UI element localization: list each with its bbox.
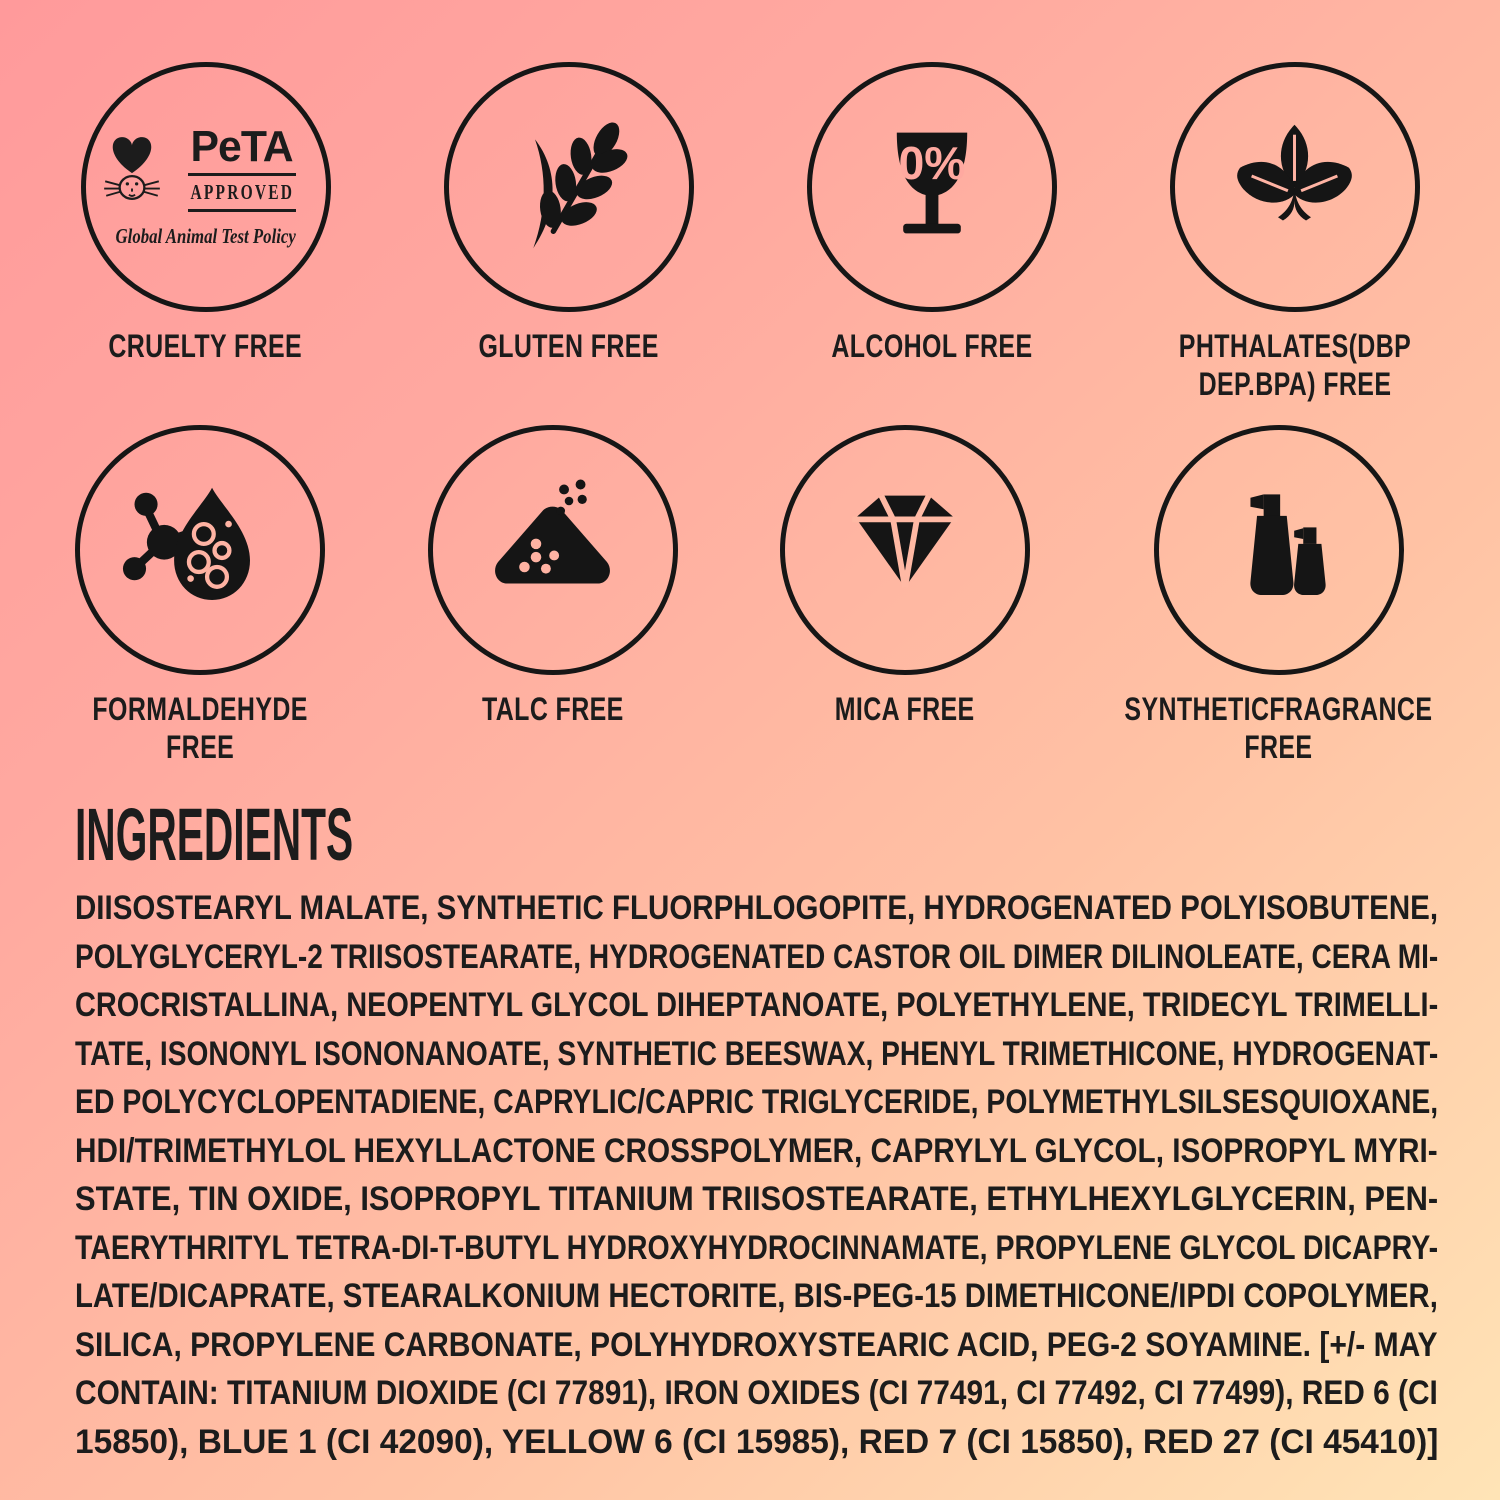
badge-label: SYNTHETICFRAGRANCE FREE (1124, 691, 1433, 765)
badge-circle (75, 425, 325, 675)
peta-approved-text: APPROVED (190, 180, 294, 204)
peta-rule (188, 173, 296, 176)
molecule-droplet-icon (118, 468, 283, 633)
ingredients-text (75, 884, 1440, 1466)
svg-text:0%: 0% (897, 137, 966, 189)
badge-label: PHTHALATES(DBP DEP.BPA) FREE (1178, 328, 1411, 402)
badge-label: ALCOHOL FREE (830, 328, 1033, 364)
ingredients-line: SILICA, PROPYLENE CARBONATE, POLYHYDROXYSTEARIC ACID, PEG-2 SOYAMINE. [+/- MAY (75, 1325, 1438, 1364)
badge-circle (1154, 425, 1404, 675)
peta-rule (188, 209, 296, 212)
badge-circle (1170, 62, 1420, 312)
badge-label: MICA FREE (835, 691, 975, 727)
badge-synthetic-fragrance-free (1081, 425, 1476, 766)
peta-bunny-heart-icon (99, 133, 165, 209)
ingredients-line: POLYGLYCERYL-2 TRIISOSTEARATE, HYDROGENATED CASTOR OIL DIMER DILINOLEATE, CERA MI- (75, 937, 1439, 976)
ingredients-title: INGREDIENTS (75, 793, 354, 876)
ingredients-line: TAERYTHRITYL TETRA-DI-T-BUTYL HYDROXYHYDROCINNAMATE, PROPYLENE GLYCOL DICAPRY- (75, 1228, 1439, 1267)
ingredients-line: HDI/TRIMETHYLOL HEXYLLACTONE CROSSPOLYMER, CAPRYLYL GLYCOL, ISOPROPYL MYRI- (75, 1131, 1438, 1170)
wheat-icon (484, 102, 654, 272)
badge-alcohol-free (750, 62, 1113, 425)
spray-bottles-icon (1196, 468, 1361, 633)
diamond-icon (820, 465, 990, 635)
leaves-icon (1212, 105, 1377, 270)
badge-row-1 (24, 0, 1476, 425)
badge-label: TALC FREE (481, 691, 624, 727)
badge-cruelty-free (24, 62, 387, 425)
badge-row-2 (24, 425, 1476, 766)
peta-policy-text: Global Animal Test Policy (115, 224, 296, 248)
ingredients-line: ED POLYCYCLOPENTADIENE, CAPRYLIC/CAPRIC TRIGLYCERIDE, POLYMETHYLSILSESQUIOXANE, (75, 1083, 1439, 1121)
badge-label: FORMALDEHYDE FREE (92, 691, 308, 765)
ingredients-line: TATE, ISONONYL ISONONANOATE, SYNTHETIC BEESWAX, PHENYL TRIMETHICONE, HYDROGENAT- (75, 1034, 1439, 1073)
badge-formaldehyde-free (24, 425, 376, 766)
peta-approved-logo (93, 122, 318, 249)
badge-label: CRUELTY FREE (108, 328, 303, 364)
powder-pile-icon (470, 468, 635, 633)
badge-circle (444, 62, 694, 312)
badge-mica-free (729, 425, 1081, 766)
badge-talc-free (376, 425, 728, 766)
badge-label: GLUTEN FREE (478, 328, 659, 364)
badge-circle (81, 62, 331, 312)
ingredients-line: 15850), BLUE 1 (CI 42090), YELLOW 6 (CI 15985), RED 7 (CI 15850), RED 27 (CI 45410)] (75, 1422, 1439, 1461)
badge-phthalates-free (1113, 62, 1476, 425)
ingredients-line: LATE/DICAPRATE, STEARALKONIUM HECTORITE, BIS-PEG-15 DIMETHICONE/IPDI COPOLYMER, (75, 1277, 1438, 1315)
ingredients-line: STATE, TIN OXIDE, ISOPROPYL TITANIUM TRIISOSTEARATE, ETHYLHEXYLGLYCERIN, PEN- (75, 1180, 1439, 1218)
badge-circle (807, 62, 1057, 312)
badge-gluten-free (387, 62, 750, 425)
ingredients-line: CROCRISTALLINA, NEOPENTYL GLYCOL DIHEPTANOATE, POLYETHYLENE, TRIDECYL TRIMELLI- (75, 986, 1439, 1024)
badge-circle (428, 425, 678, 675)
ingredients-line: CONTAIN: TITANIUM DIOXIDE (CI 77891), IRON OXIDES (CI 77491, CI 77492, CI 77499), RED 6 (CI (75, 1374, 1438, 1412)
peta-brand-text: PeTA (190, 122, 294, 171)
badge-circle (780, 425, 1030, 675)
wine-glass-0-percent-icon (852, 107, 1012, 267)
ingredients-line: DIISOSTEARYL MALATE, SYNTHETIC FLUORPHLOGOPITE, HYDROGENATED POLYISOBUTENE, (75, 889, 1439, 927)
